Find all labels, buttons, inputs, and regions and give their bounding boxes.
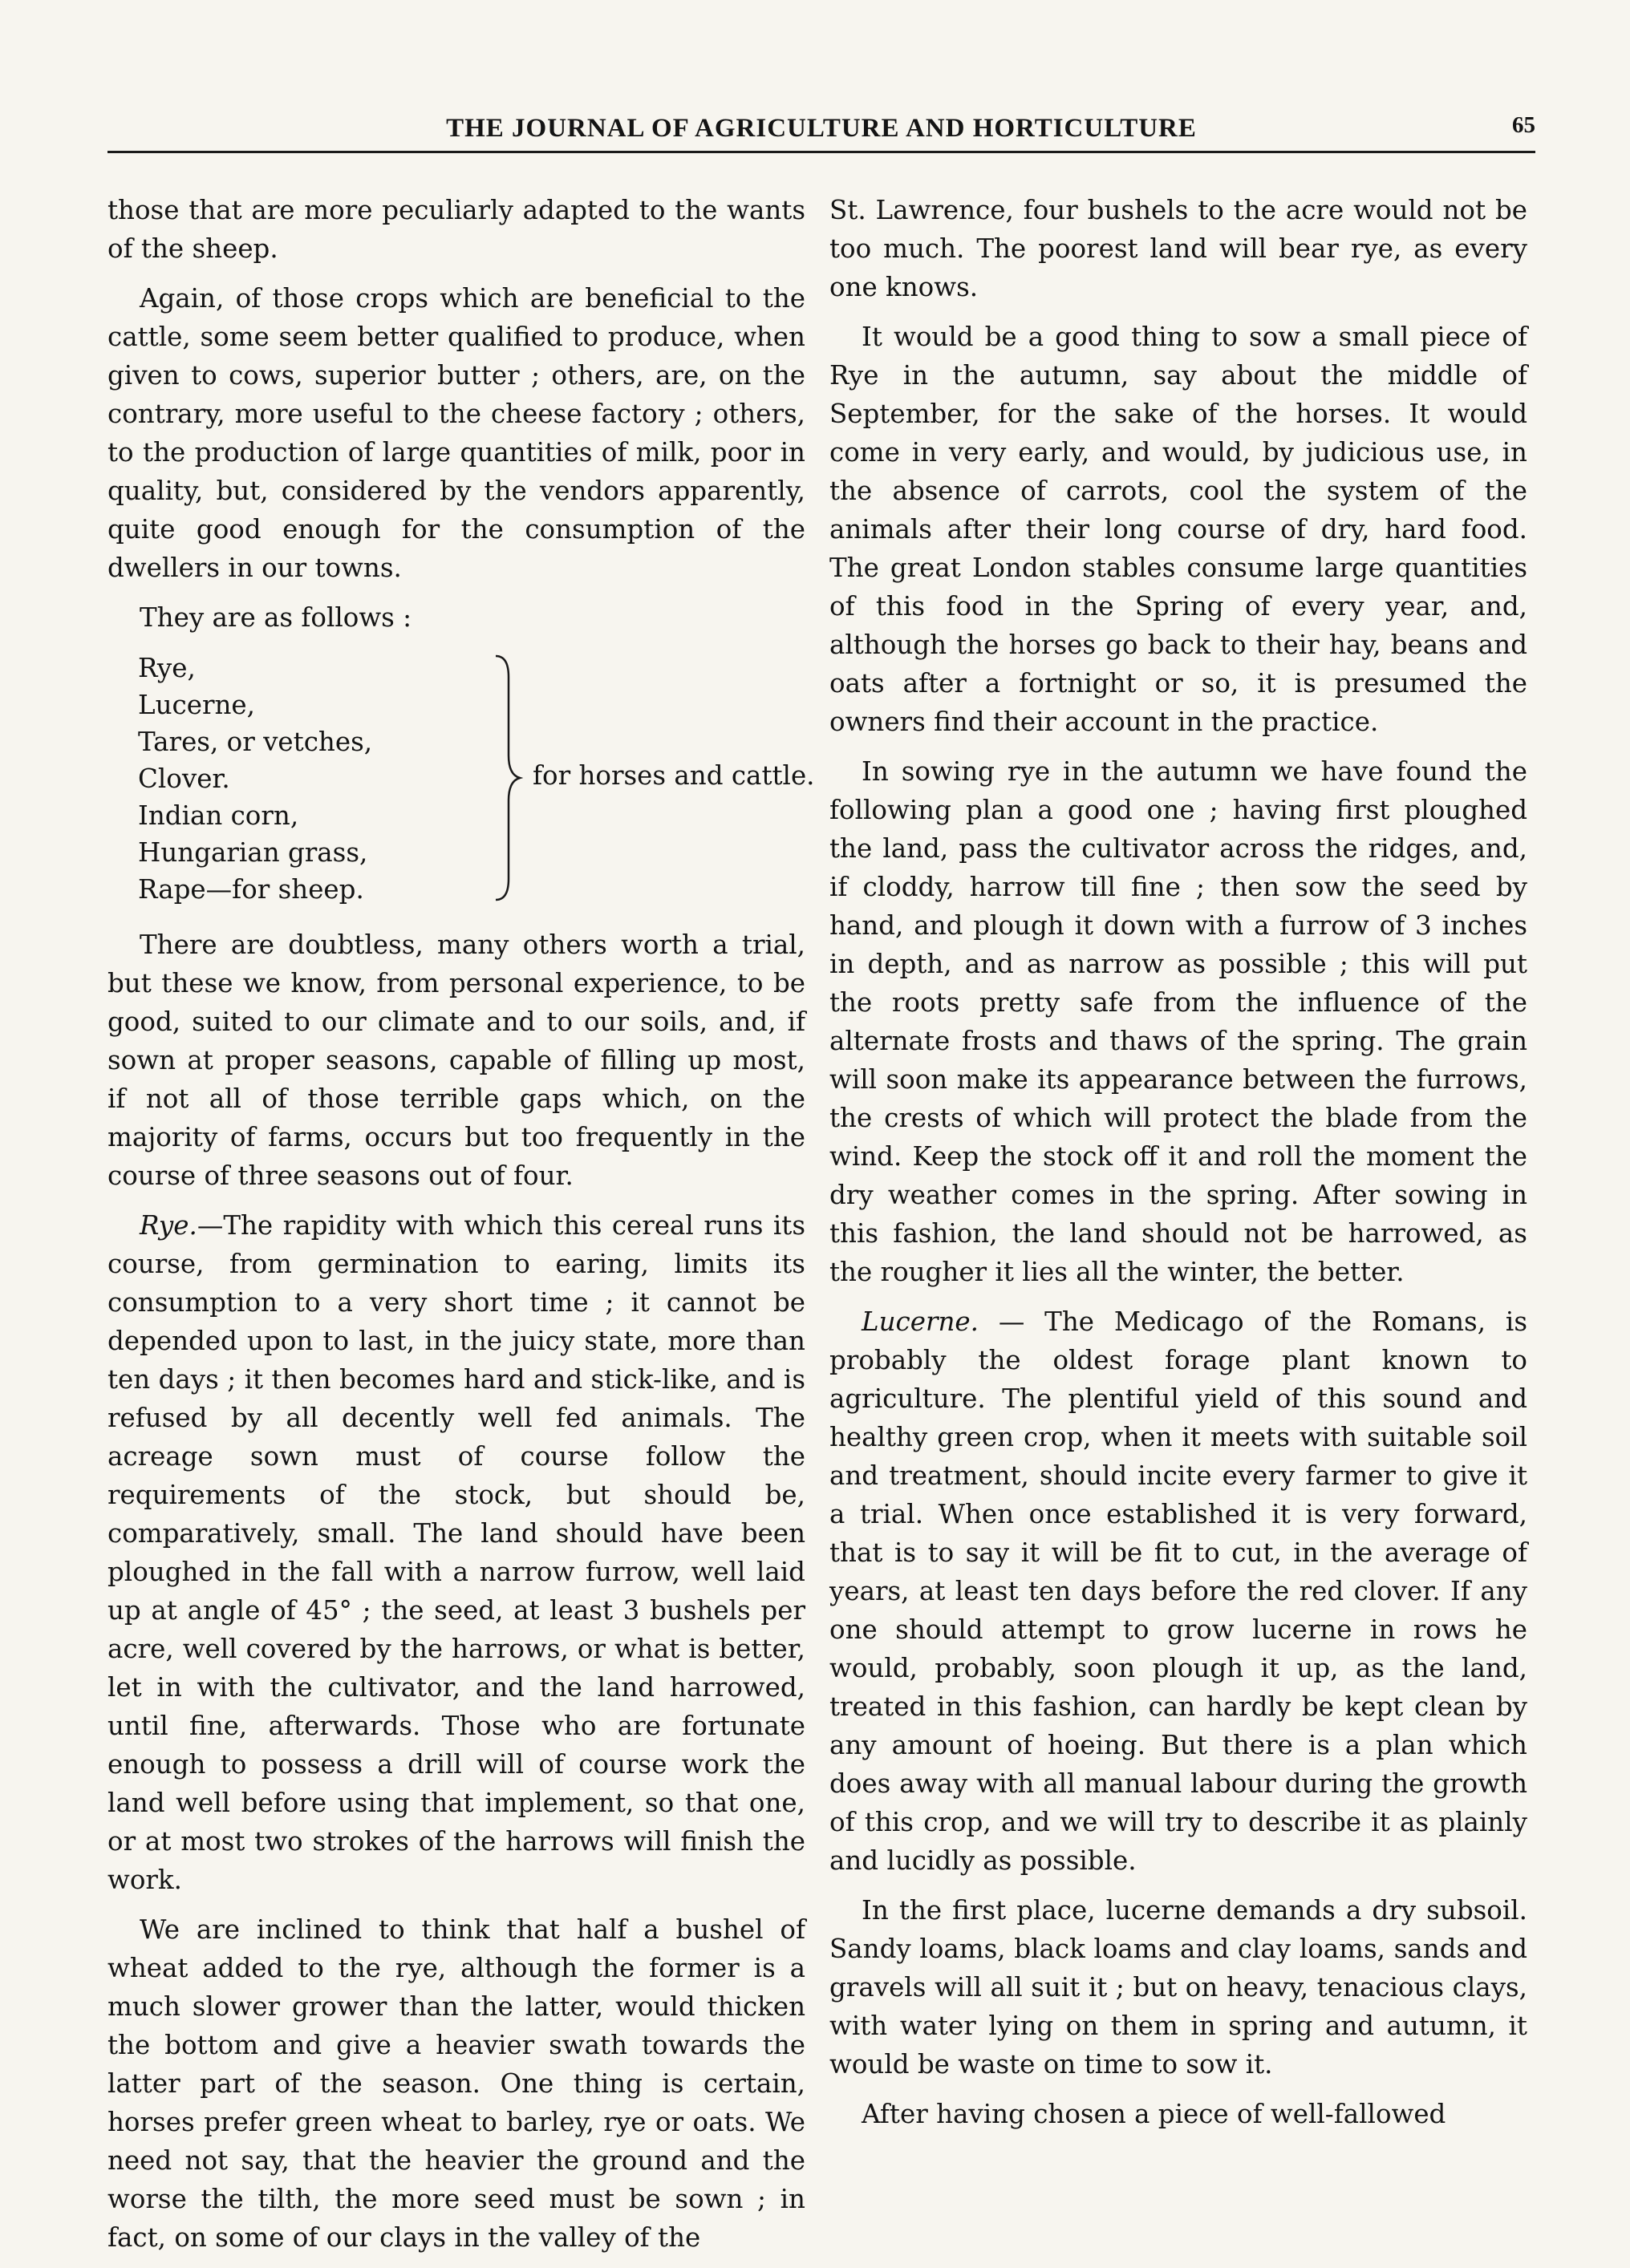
- list-item: Rye,: [138, 653, 196, 683]
- paragraph: There are doubtless, many others worth a trial, but these we know, from personal experience, to be good, suited to our climate and to our soils, and, if sown at proper seasons, capable of filling up most, if not all of those terrible gaps which, on the majority of farms, occurs but too frequently in the course of three seasons out of four.: [107, 929, 805, 1191]
- paragraph: St. Lawrence, four bushels to the acre would not be too much. The poorest land will bear rye, as every one knows.: [829, 195, 1527, 302]
- list-item: Rape—for sheep.: [138, 874, 364, 905]
- paragraph-text: —The rapidity with which this cereal runs its course, from germination to earing, limits its consumption to a very short time ; it cannot be depended upon to last, in the juicy state, more than ten days ; it then becomes hard and stick-like, and is refused by all decently well fed animals. The acreage sown must of course follow the requirements of the stock, but should be, comparatively, small. The land should have been ploughed in the fall with a narrow furrow, well laid up at angle of 45° ; the seed, at least 3 bushels per acre, well covered by the harrows, or what is better, let in with the cultivator, and the land harrowed, until fine, afterwards. Those who are fortunate enough to possess a drill will of course work the land well before using that implement, so that one, or at most two strokes of the harrows will finish the work.: [107, 1210, 805, 1895]
- journal-title: THE JOURNAL OF AGRICULTURE AND HORTICULTURE: [446, 114, 1197, 143]
- paragraph: In sowing rye in the autumn we have found the following plan a good one ; having first ploughed the land, pass the cultivator across the ridges, and, if cloddy, harrow till fine ; then sow the seed by hand, and plough it down with a furrow of 3 inches in depth, and as narrow as possible ; this will put the roots pretty safe from the influence of the alternate frosts and thaws of the spring. The grain will soon make its appearance between the furrows, the crests of which will protect the blade from the wind. Keep the stock off it and roll the moment the dry weather comes in the spring. After sowing in this fashion, the land should not be harrowed, as the rougher it lies all the winter, the better.: [829, 756, 1527, 1287]
- paragraph: Again, of those crops which are beneficial to the cattle, some seem better qualified to produce, when given to cows, superior butter ; others, are, on the contrary, more useful to the cheese factory ; others, to the production of large quantities of milk, poor in quality, but, considered by the vendors apparently, quite good enough for the consumption of the dwellers in our towns.: [107, 283, 805, 583]
- paragraph: It would be a good thing to sow a small piece of Rye in the autumn, say about the middle of September, for the sake of the horses. It would come in very early, and would, by judicious use, in the absence of carrots, cool the system of the animals after their long course of dry, hard food. The great London stables consume large quantities of this food in the Spring of every year, and, although the horses go back to their hay, beans and oats after a fortnight or so, it is presumed the owners find their account in the practice.: [829, 322, 1527, 737]
- paragraph: We are inclined to think that half a bushel of wheat added to the rye, although the former is a much slower grower than the latter, would thicken the bottom and give a heavier swath towards the latter part of the season. One thing is certain, horses prefer green wheat to barley, rye or oats. We need not say, that the heavier the ground and the worse the tilth, the more seed must be sown ; in fact, on some of our clays in the valley of the: [107, 1914, 805, 2253]
- section-heading-lucerne: Lucerne.: [862, 1306, 979, 1337]
- paragraph-text: — The Medicago of the Romans, is probably the oldest forage plant known to agriculture. The plentiful yield of this sound and healthy green crop, when it meets with suitable soil and treatment, should incite every farmer to give it a trial. When once established it is very forward, that is to say it will be fit to cut, in the average of years, at least ten days before the red clover. If any one should attempt to grow lucerne in rows he would, probably, soon plough it up, as the land, treated in this fashion, can hardly be kept clean by any amount of hoeing. But there is a plan which does away with all manual labour during the growth of this crop, and we will try to describe it as plainly and lucidly as possible.: [829, 1306, 1527, 1876]
- left-column: [107, 191, 815, 2268]
- paragraph: After having chosen a piece of well-fallowed: [862, 2099, 1446, 2129]
- list-item: Hungarian grass,: [138, 837, 368, 868]
- paragraph: In the first place, lucerne demands a dry subsoil. Sandy loams, black loams and clay loams, sands and gravels will all suit it ; but on heavy, tenacious clays, with water lying on them in spring and autumn, it would be waste on time to sow it.: [829, 1895, 1527, 2080]
- list-item: Indian corn,: [138, 800, 299, 831]
- curly-brace: [491, 653, 523, 903]
- paragraph: [829, 1302, 1527, 1880]
- crop-items: [138, 650, 372, 908]
- paragraph: They are as follows :: [140, 602, 412, 633]
- right-column: [829, 191, 1527, 2144]
- list-item: Tares, or vetches,: [138, 727, 373, 757]
- header-rule: [107, 151, 1535, 153]
- crop-list: [107, 648, 815, 913]
- list-item: Clover.: [138, 763, 230, 794]
- paragraph: [107, 1206, 805, 1899]
- running-header: [107, 109, 1535, 149]
- section-heading-rye: Rye.: [140, 1210, 197, 1241]
- brace-label: for horses and cattle.: [533, 760, 815, 791]
- paragraph: those that are more peculiarly adapted to the wants of the sheep.: [107, 195, 805, 264]
- page-number: 65: [1512, 112, 1535, 138]
- list-item: Lucerne,: [138, 690, 255, 720]
